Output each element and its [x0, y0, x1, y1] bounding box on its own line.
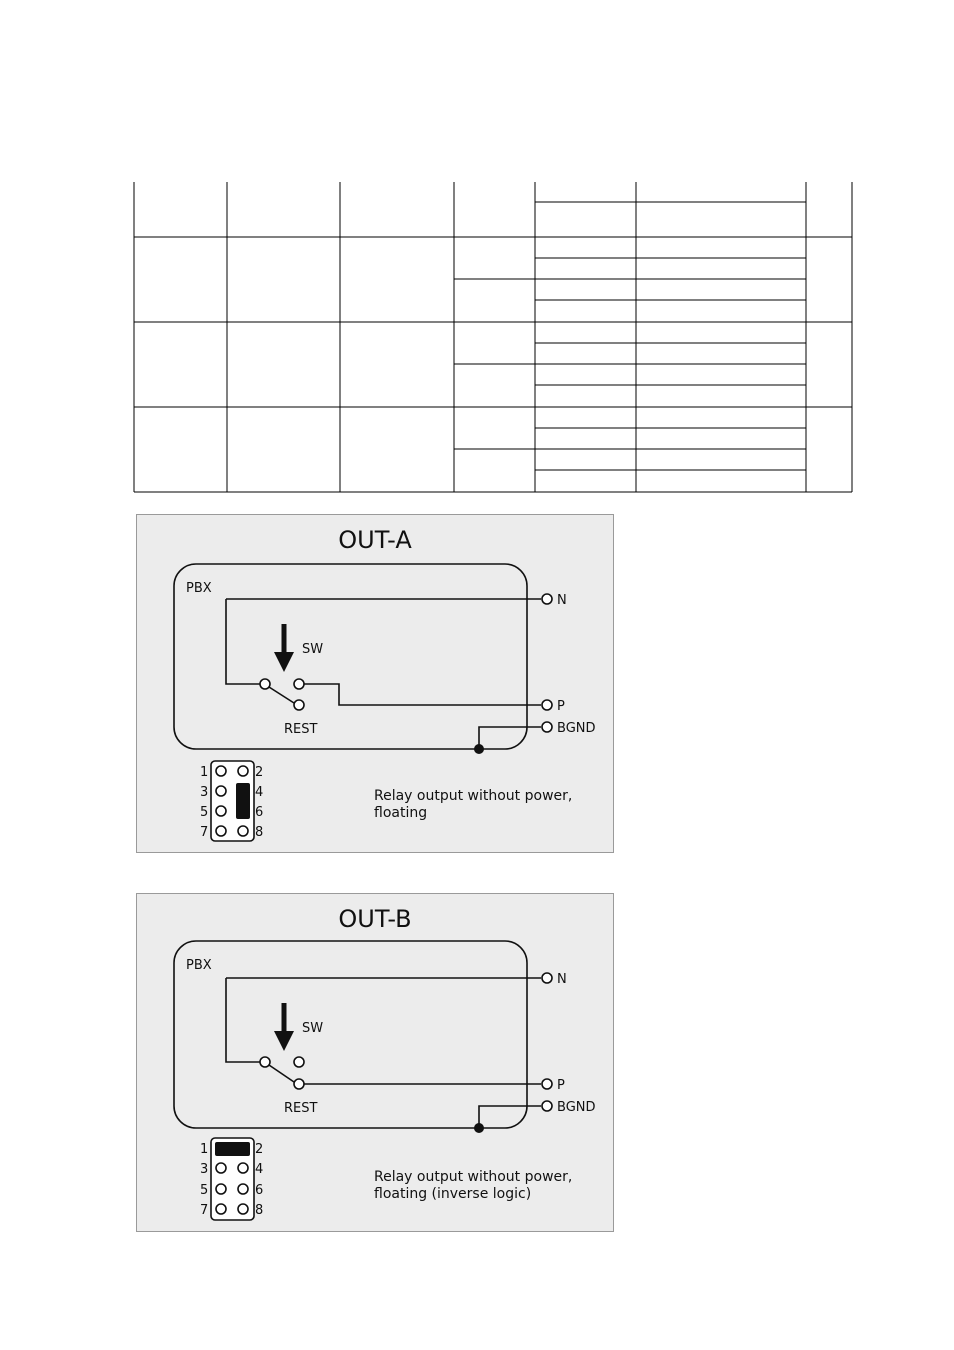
jumper-cap: [215, 1142, 250, 1156]
jumper-cap: [236, 783, 250, 819]
pin-3-label: 3: [200, 785, 209, 800]
pbx-label: PBX: [186, 581, 212, 596]
figure-out-b: [136, 893, 614, 1232]
jumper-block: [211, 761, 254, 841]
terminal-bgnd-label: BGND: [557, 721, 596, 736]
out-a-diagram: [136, 514, 614, 853]
pin-6-label: 6: [255, 805, 264, 820]
pin-1-label: 1: [200, 765, 209, 780]
pin-7-label: 7: [200, 1203, 209, 1218]
terminal-p-label: P: [557, 699, 565, 714]
terminal-bgnd: [542, 1101, 552, 1111]
terminal-p-label: P: [557, 1078, 565, 1093]
switch-label: SW: [302, 642, 324, 657]
caption-line-1: Relay output without power,: [374, 1169, 573, 1185]
terminal-n: [542, 594, 552, 604]
figure-out-a: [136, 514, 614, 853]
terminal-bgnd: [542, 722, 552, 732]
jumper-block: [211, 1138, 254, 1220]
pin-5-label: 5: [200, 1183, 209, 1198]
pbx-label: PBX: [186, 958, 212, 973]
rest-label: REST: [284, 1101, 318, 1116]
rest-label: REST: [284, 722, 318, 737]
figure-title: OUT-A: [338, 526, 412, 554]
pin-6-label: 6: [255, 1183, 264, 1198]
caption-line-1: Relay output without power,: [374, 788, 573, 804]
empty-table-grid: [0, 0, 954, 500]
terminal-n-label: N: [557, 593, 567, 608]
terminal-p: [542, 700, 552, 710]
pin-4-label: 4: [255, 785, 264, 800]
pin-1-label: 1: [200, 1142, 209, 1157]
pin-2-label: 2: [255, 1142, 264, 1157]
pin-4-label: 4: [255, 1162, 264, 1177]
pin-2-label: 2: [255, 765, 264, 780]
terminal-n: [542, 973, 552, 983]
pin-8-label: 8: [255, 825, 264, 840]
pin-3-label: 3: [200, 1162, 209, 1177]
caption-line-2: floating: [374, 805, 428, 821]
switch-label: SW: [302, 1021, 324, 1036]
out-b-diagram: [136, 893, 614, 1232]
figure-title: OUT-B: [338, 905, 412, 933]
pin-8-label: 8: [255, 1203, 264, 1218]
terminal-n-label: N: [557, 972, 567, 987]
pin-5-label: 5: [200, 805, 209, 820]
pin-7-label: 7: [200, 825, 209, 840]
terminal-bgnd-label: BGND: [557, 1100, 596, 1115]
caption-line-2: floating (inverse logic): [374, 1186, 532, 1202]
terminal-p: [542, 1079, 552, 1089]
